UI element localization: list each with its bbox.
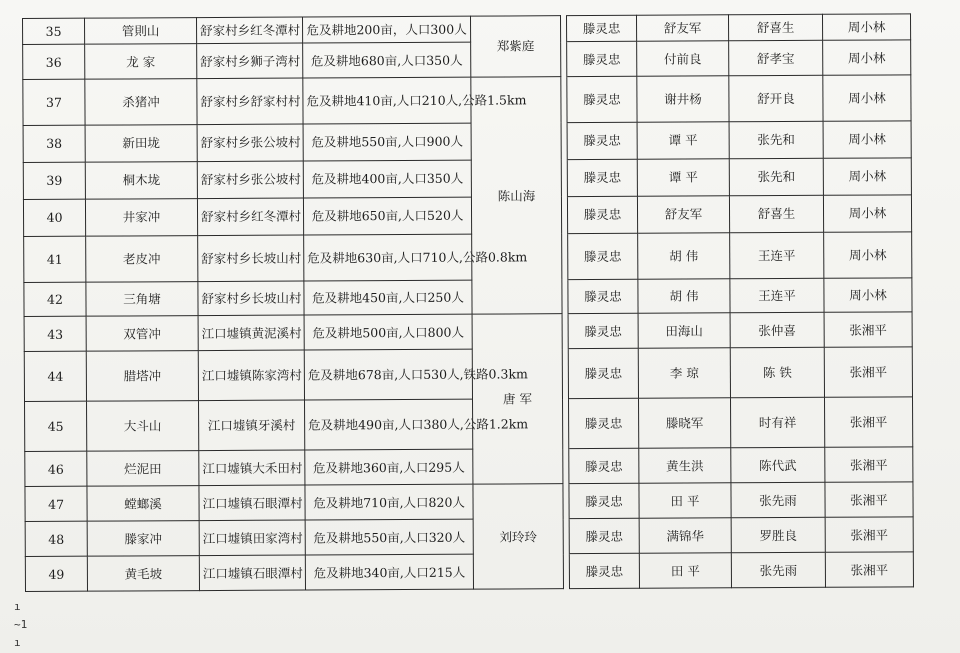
table-row <box>23 195 911 237</box>
row-number: 48 <box>25 521 87 556</box>
technical-person: 周小林 <box>823 195 911 232</box>
reservoir-responsibility-table <box>22 13 914 592</box>
village-location: 舒家村乡舒家村村 <box>197 78 303 124</box>
row-number: 46 <box>25 452 87 487</box>
impact-description: 危及耕地650亩,人口520人 <box>303 197 471 235</box>
row-number: 39 <box>23 162 85 199</box>
village-cadre: 黄生洪 <box>639 448 731 483</box>
township-commander: 滕灵忠 <box>567 159 637 196</box>
row-number: 45 <box>25 402 87 452</box>
impact-description: 危及耕地450亩,人口250人 <box>304 280 472 316</box>
village-location: 江口墟镇陈家湾村 <box>198 350 304 401</box>
technical-person: 张湘平 <box>825 447 913 482</box>
village-location: 舒家村乡张公坡村 <box>197 161 303 199</box>
township-commander: 滕灵忠 <box>567 76 637 122</box>
table-row <box>25 517 913 556</box>
patrol-person: 王连平 <box>730 278 824 313</box>
patrol-person: 张先雨 <box>731 483 825 518</box>
table-row <box>23 158 911 200</box>
technical-person: 周小林 <box>824 277 912 312</box>
technical-person: 周小林 <box>823 75 911 121</box>
technical-person: 张湘平 <box>824 347 912 398</box>
table-row <box>25 482 913 521</box>
village-location: 舒家村乡长坡山村 <box>198 281 304 316</box>
village-location: 舒家村乡张公坡村 <box>197 124 303 162</box>
margin-mark: ı <box>14 636 21 649</box>
reservoir-name: 黄毛坡 <box>87 556 199 592</box>
village-location: 江口墟镇石眼潭村 <box>199 555 305 591</box>
technical-person: 张湘平 <box>825 517 913 552</box>
township-commander: 滕灵忠 <box>567 122 637 159</box>
table-row <box>24 312 912 351</box>
impact-description: 危及耕地400亩,人口350人 <box>303 160 471 198</box>
village-location: 江口墟镇大禾田村 <box>199 451 305 486</box>
village-cadre: 谢井杨 <box>637 76 729 122</box>
patrol-person: 张先雨 <box>731 552 825 587</box>
impact-description: 危及耕地630亩,人口710人,公路0.8km <box>304 234 472 281</box>
row-number: 38 <box>23 125 85 162</box>
reservoir-name: 杀猪冲 <box>85 79 197 125</box>
township-commander: 滕灵忠 <box>569 399 639 449</box>
township-commander: 滕灵忠 <box>568 233 638 279</box>
county-leader: 陈山海 <box>471 77 562 315</box>
village-cadre: 田海山 <box>638 313 730 348</box>
row-number: 35 <box>23 18 85 44</box>
impact-description: 危及耕地550亩,人口320人 <box>305 519 473 555</box>
row-number: 40 <box>23 199 85 236</box>
village-location: 舒家村乡红冬潭村 <box>197 17 303 44</box>
patrol-person: 张先和 <box>729 121 823 159</box>
technical-person: 周小林 <box>824 232 912 278</box>
row-number: 43 <box>24 317 86 352</box>
village-location: 江口墟镇牙溪村 <box>199 400 305 451</box>
row-number: 47 <box>25 486 87 521</box>
reservoir-name: 新田垅 <box>85 124 197 162</box>
table-row <box>25 447 913 486</box>
impact-description: 危及耕地360亩,人口295人 <box>305 450 473 486</box>
impact-description: 危及耕地680亩,人口350人 <box>303 42 471 78</box>
impact-description: 危及耕地340亩,人口215人 <box>305 554 473 590</box>
table-row <box>23 75 911 125</box>
patrol-person: 王连平 <box>730 232 824 278</box>
reservoir-name: 烂泥田 <box>87 451 199 486</box>
technical-person: 张湘平 <box>824 312 912 347</box>
row-number: 41 <box>24 236 86 282</box>
patrol-person: 舒开良 <box>729 75 823 121</box>
village-location: 舒家村乡红冬潭村 <box>197 198 303 236</box>
patrol-person: 陈 铁 <box>730 348 824 399</box>
patrol-person: 张先和 <box>729 158 823 196</box>
township-commander: 滕灵忠 <box>569 518 639 553</box>
county-leader: 唐 军 <box>472 314 563 484</box>
patrol-person: 张仲喜 <box>730 313 824 348</box>
row-number: 37 <box>23 79 85 125</box>
technical-person: 周小林 <box>823 121 911 158</box>
village-cadre: 田 平 <box>639 553 731 588</box>
table-row <box>24 347 912 402</box>
technical-person: 张湘平 <box>825 552 913 587</box>
village-cadre: 胡 伟 <box>638 278 730 313</box>
reservoir-name: 螳螂溪 <box>87 486 199 521</box>
table-row <box>24 232 912 282</box>
township-commander: 滕灵忠 <box>566 15 636 42</box>
reservoir-name: 三角塘 <box>86 281 198 316</box>
patrol-person: 舒孝宝 <box>729 40 823 75</box>
reservoir-name: 大斗山 <box>87 401 199 452</box>
township-commander: 滕灵忠 <box>567 196 637 233</box>
impact-description: 危及耕地710亩,人口820人 <box>305 484 473 520</box>
margin-mark: ı <box>14 600 21 613</box>
row-number: 44 <box>24 351 86 401</box>
impact-description: 危及耕地490亩,人口380人,公路1.2km <box>305 400 473 451</box>
village-location: 舒家村乡长坡山村 <box>198 235 304 281</box>
village-cadre: 田 平 <box>639 483 731 518</box>
technical-person: 周小林 <box>823 158 911 195</box>
patrol-person: 舒喜生 <box>729 195 823 233</box>
township-commander: 滕灵忠 <box>569 553 639 588</box>
county-leader: 郑紫庭 <box>470 16 560 77</box>
table-row <box>23 40 911 79</box>
village-location: 江口墟镇黄泥溪村 <box>198 315 304 350</box>
township-commander: 滕灵忠 <box>568 279 638 314</box>
table-row <box>25 397 913 452</box>
reservoir-name: 桐木垅 <box>85 161 197 199</box>
village-location: 舒家村乡狮子湾村 <box>197 43 303 78</box>
village-cadre: 李 琼 <box>638 348 730 399</box>
table-row <box>24 277 912 316</box>
patrol-person: 舒喜生 <box>728 14 822 41</box>
reservoir-name: 井家冲 <box>85 198 197 236</box>
village-cadre: 谭 平 <box>637 122 729 160</box>
impact-description: 危及耕地678亩,人口530人,铁路0.3km <box>304 349 472 400</box>
reservoir-name: 龙 家 <box>85 44 197 79</box>
patrol-person: 时有祥 <box>731 398 825 449</box>
township-commander: 滕灵忠 <box>569 484 639 519</box>
village-cadre: 胡 伟 <box>638 233 730 279</box>
county-leader: 刘玲玲 <box>473 484 564 589</box>
impact-description: 危及耕地200亩，人口300人 <box>302 16 470 43</box>
table-row <box>25 552 913 592</box>
reservoir-name: 腊塔冲 <box>86 351 198 402</box>
impact-description: 危及耕地500亩,人口800人 <box>304 315 472 351</box>
township-commander: 滕灵忠 <box>569 449 639 484</box>
village-cadre: 舒友军 <box>636 15 728 42</box>
margin-mark: ~1 <box>14 618 28 631</box>
village-cadre: 满锦华 <box>639 518 731 553</box>
row-number: 36 <box>23 44 85 79</box>
village-cadre: 舒友军 <box>637 196 729 234</box>
reservoir-name: 管則山 <box>85 18 197 45</box>
technical-person: 周小林 <box>822 14 910 41</box>
row-number: 49 <box>25 556 87 591</box>
technical-person: 张湘平 <box>824 397 912 448</box>
reservoir-name: 滕家冲 <box>87 521 199 556</box>
village-cadre: 谭 平 <box>637 159 729 197</box>
township-commander: 滕灵忠 <box>567 41 637 76</box>
table-row <box>23 121 911 163</box>
village-location: 江口墟镇石眼潭村 <box>199 485 305 520</box>
village-cadre: 付前良 <box>637 41 729 76</box>
township-commander: 滕灵忠 <box>568 349 638 399</box>
village-cadre: 滕晓军 <box>639 398 731 449</box>
patrol-person: 罗胜良 <box>731 517 825 552</box>
patrol-person: 陈代武 <box>731 448 825 483</box>
technical-person: 周小林 <box>823 40 911 75</box>
row-number: 42 <box>24 282 86 317</box>
township-commander: 滕灵忠 <box>568 314 638 349</box>
impact-description: 危及耕地550亩,人口900人 <box>303 123 471 161</box>
impact-description: 危及耕地410亩,人口210人,公路1.5km <box>303 77 471 124</box>
village-location: 江口墟镇田家湾村 <box>199 520 305 555</box>
reservoir-name: 老皮冲 <box>86 235 198 281</box>
technical-person: 张湘平 <box>825 482 913 517</box>
reservoir-name: 双管冲 <box>86 316 198 351</box>
